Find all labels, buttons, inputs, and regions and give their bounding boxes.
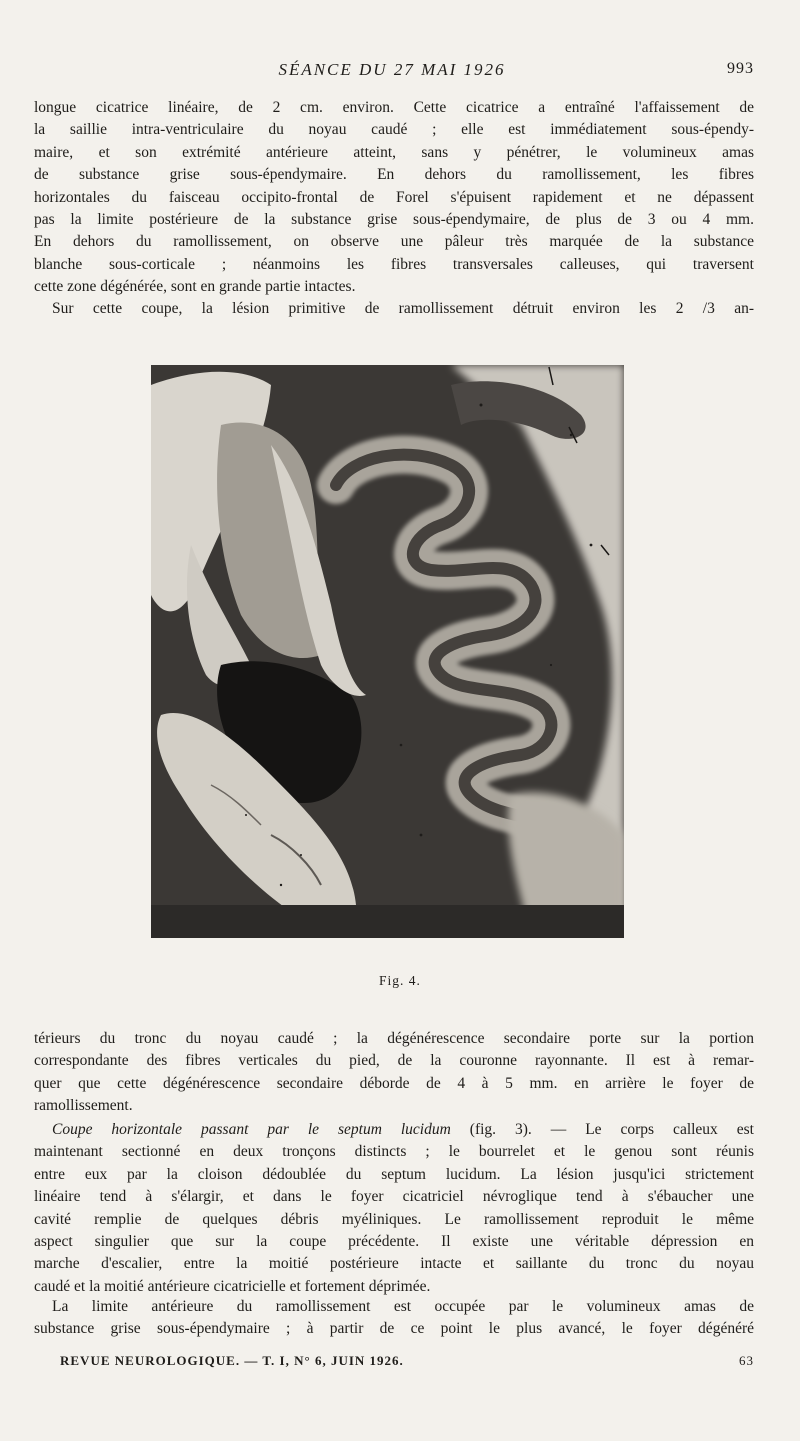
paragraph-5 [34,1296,754,1341]
text-line: linéaire tend à s'élargir, et dans le foyer cicatriciel névroglique tend à s'ébaucher une [34,1188,754,1206]
text-line: quer que cette dégénérescence secondaire déborde de 4 à 5 mm. en arrière le foyer de [34,1074,754,1092]
running-head [30,60,754,82]
text-line: longue cicatrice linéaire, de 2 cm. environ. Cette cicatrice a entraîné l'affaissement de [34,99,754,116]
text-line: correspondante des fibres verticales du pied, de la couronne rayonnante. Il est à remar- [34,1052,754,1070]
text-line: aspect singulier que sur la coupe précédente. Il existe une véritable dépression en [34,1233,754,1251]
paragraph-3 [34,1028,754,1118]
text-line: caudé et la moitié antérieure cicatricielle et fortement déprimée. [34,1277,431,1295]
brain-section-photo [151,365,624,938]
text-line: marche d'escalier, entre la moitié postérieure intacte et saillante du tronc du noyau [34,1255,754,1273]
page-footer [60,1353,754,1373]
text-line: maire, et son extrémité antérieure atteint, sans y pénétrer, le volumineux amas [34,143,754,161]
text-line: Sur cette coupe, la lésion primitive de ramollissement détruit environ les 2 /3 an- [52,300,754,317]
paragraph-1 [34,97,754,299]
text-line: cette zone dégénérée, sont en grande partie intactes. [34,278,356,296]
figure-caption: Fig. 4. [379,973,421,988]
text-line: La limite antérieure du ramollissement est occupée par le volumineux amas de [52,1298,754,1315]
sheet-number: 63 [739,1353,754,1368]
text-line: maintenant sectionné en deux tronçons distincts ; le bourrelet et le genou sont réunis [34,1143,754,1161]
text-line: blanche sous-corticale ; néanmoins les fibres transversales calleuses, qui traversent [34,255,754,273]
journal-reference: REVUE NEUROLOGIQUE. — T. I, N° 6, JUIN 1926. [60,1353,404,1368]
page-number: 993 [727,60,754,77]
paragraph-2 [34,298,754,320]
text-line: de substance grise sous-épendymaire. En dehors du ramollissement, les fibres [34,166,754,184]
text-line: pas la limite postérieure de la substance grise sous-épendymaire, de plus de 3 ou 4 mm. [34,211,754,229]
heading-continuation: (fig. 3). — Le corps calleux est [450,1121,754,1138]
paragraph-4 [34,1119,754,1298]
text-line: la saillie intra-ventriculaire du noyau caudé ; elle est immédiatement sous-épendy- [34,121,754,139]
text-line: horizontales du faisceau occipito-frontal de Forel s'épuisent rapidement et ne dépassent [34,188,754,206]
micrograph-image [151,365,624,938]
text-line: En dehors du ramollissement, on observe une pâleur très marquée de la substance [34,233,754,251]
section-heading: Coupe horizontale passant par le septum lucidum [52,1121,451,1138]
running-title: SÉANCE DU 27 MAI 1926 [278,60,506,79]
text-line: cavité remplie de quelques débris myéliniques. Le ramollissement reproduit le même [34,1210,754,1228]
text-line: térieurs du tronc du noyau caudé ; la dégénérescence secondaire porte sur la portion [34,1030,754,1047]
text-line: substance grise sous-épendymaire ; à partir de ce point le plus avancé, le foyer dégénéré [34,1320,754,1338]
text-line: ramollissement. [34,1097,133,1115]
text-line: entre eux par la cloison dédoublée du septum lucidum. La lésion jusqu'ici strictement [34,1165,754,1183]
section-heading-line [34,1119,754,1141]
